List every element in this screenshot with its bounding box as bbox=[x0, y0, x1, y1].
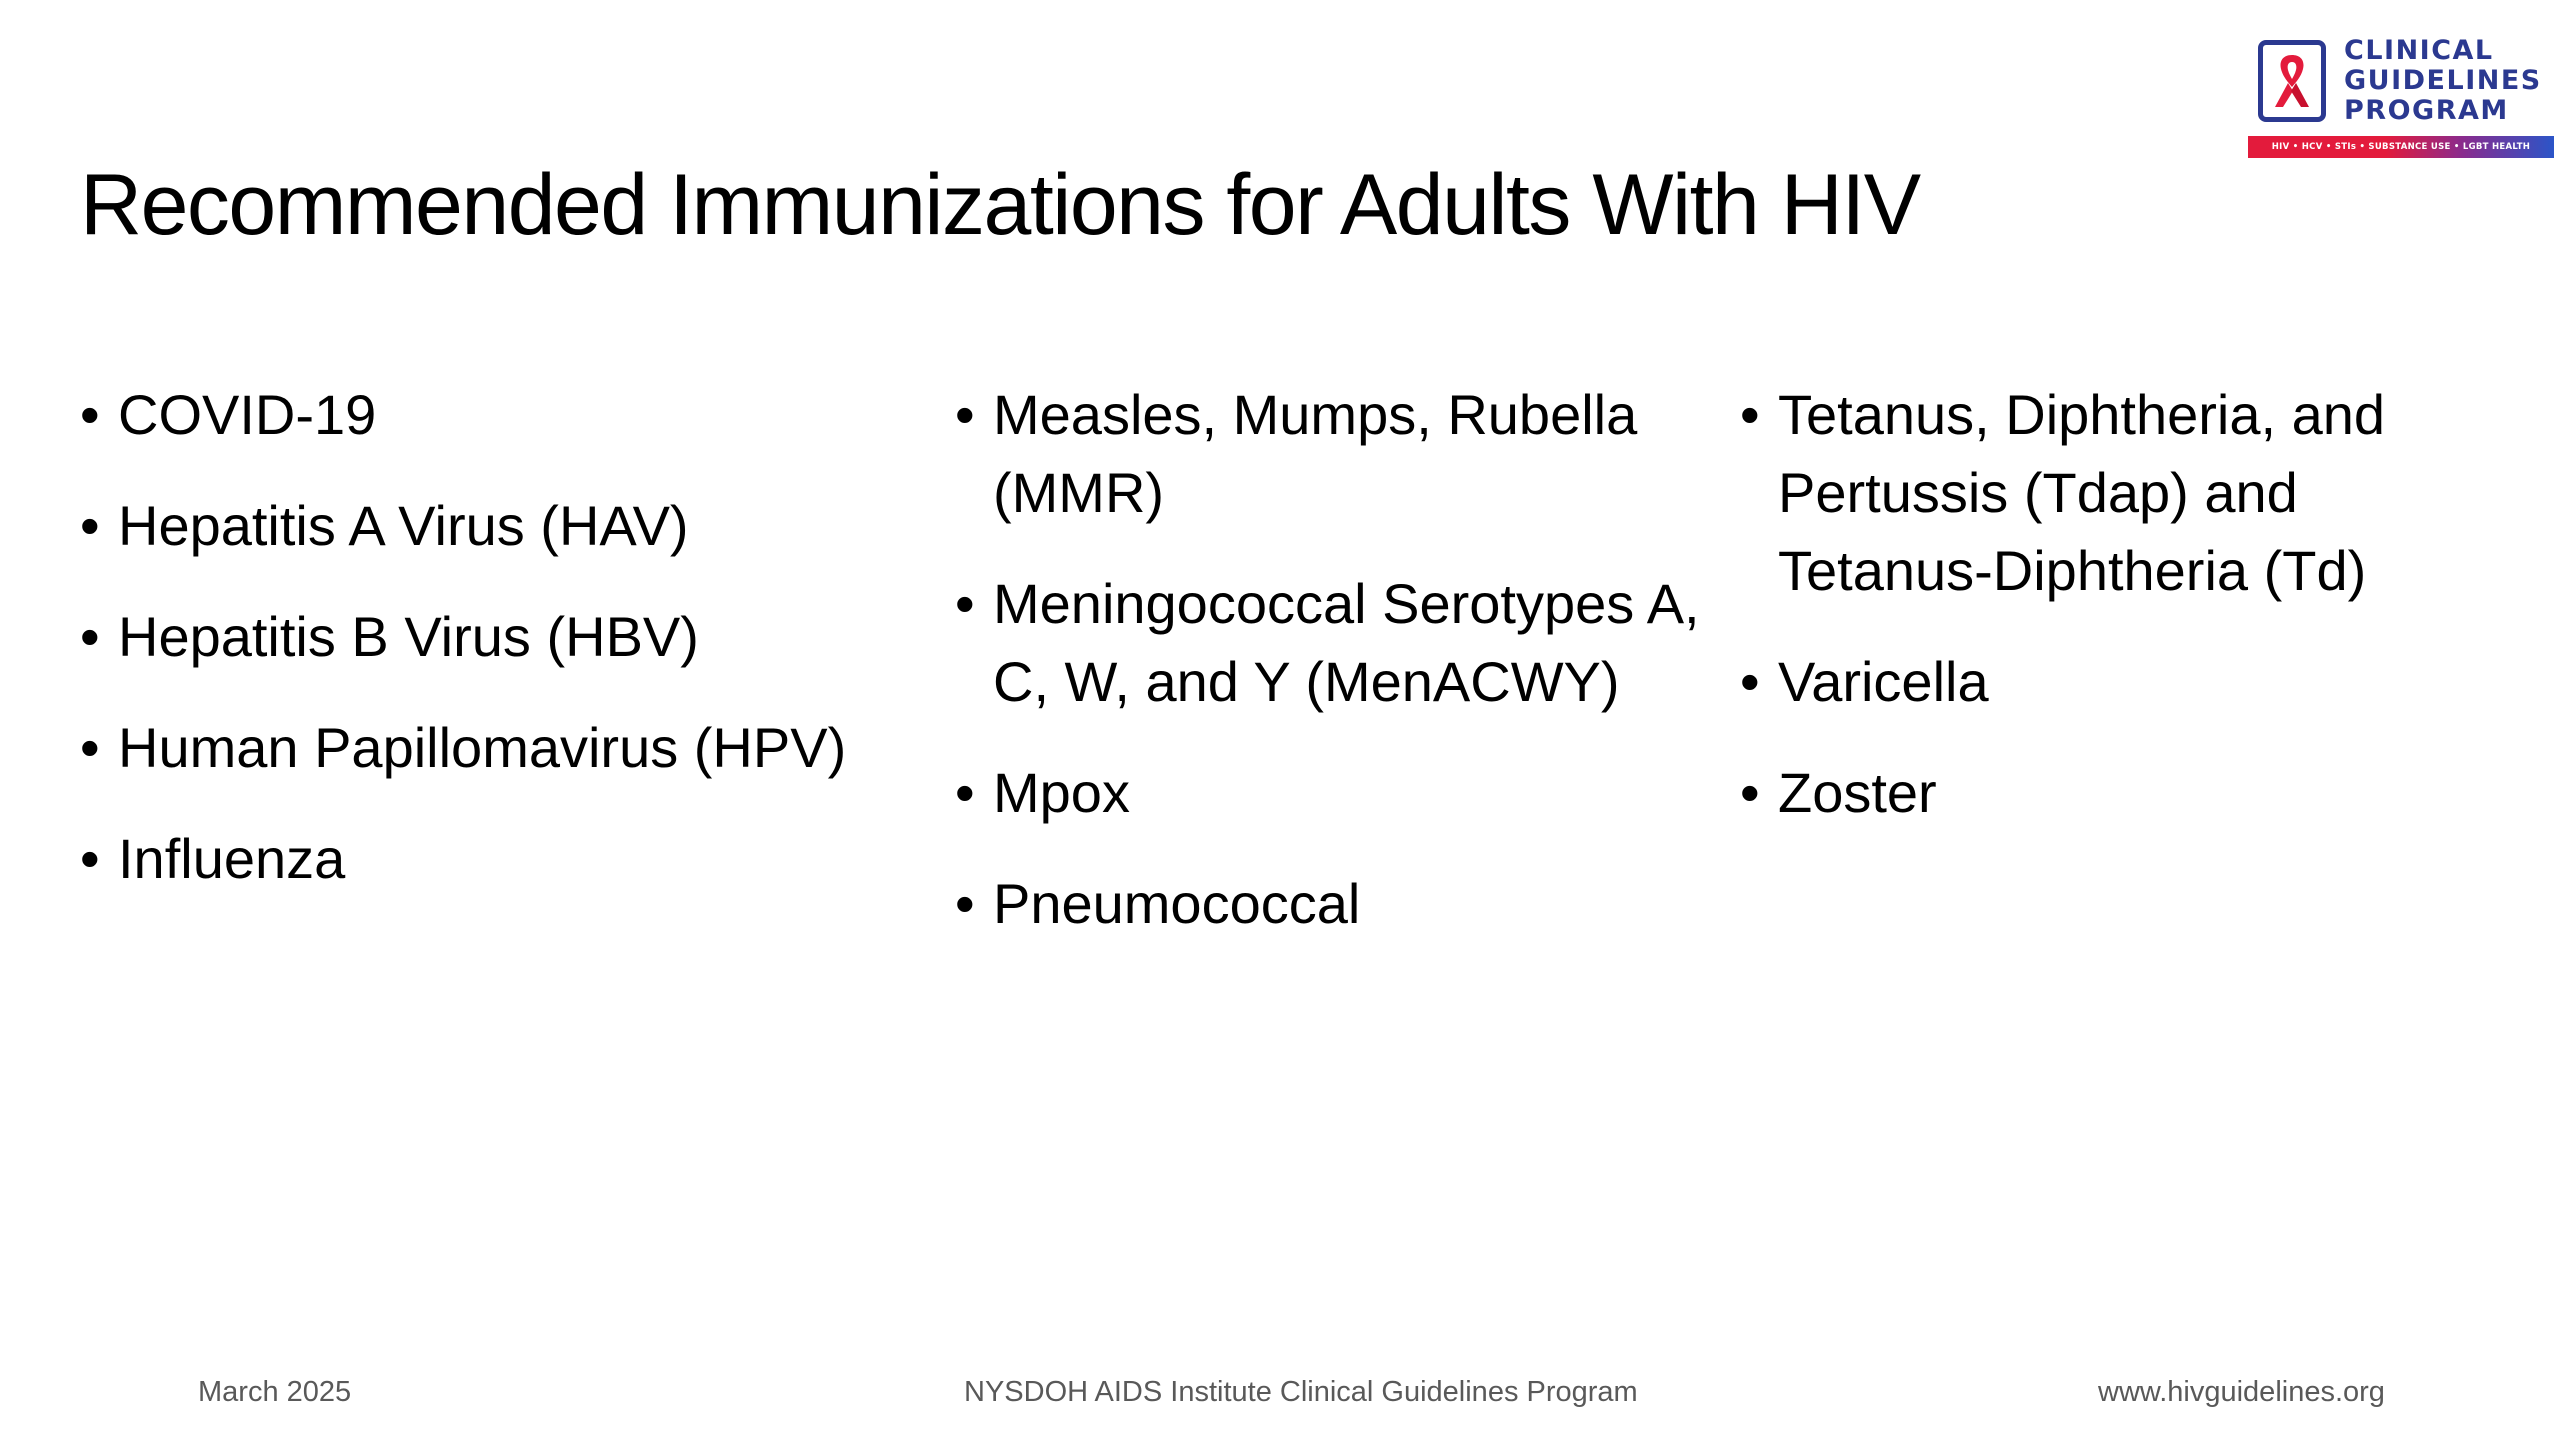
logo-tagline: HIV • HCV • STIs • SUBSTANCE USE • LGBT HEALTH bbox=[2248, 136, 2554, 158]
logo-line-2: GUIDELINES bbox=[2344, 65, 2542, 96]
footer-organization: NYSDOH AIDS Institute Clinical Guidelines Program bbox=[964, 1376, 1638, 1408]
list-item-text: Tetanus, Diphtheria, and Pertussis (Tdap) and Tetanus-Diphtheria (Td) bbox=[1778, 383, 2386, 602]
list-item-text: Zoster bbox=[1778, 761, 1937, 824]
logo-line-3: PROGRAM bbox=[2344, 95, 2509, 126]
list-item-text: Influenza bbox=[118, 827, 346, 890]
bullet: • bbox=[955, 383, 975, 446]
list-item-text: Mpox bbox=[993, 761, 1130, 824]
list-item-text: Hepatitis A Virus (HAV) bbox=[118, 494, 689, 557]
list-item bbox=[80, 376, 920, 454]
bullet: • bbox=[80, 716, 100, 779]
bullet: • bbox=[80, 605, 100, 668]
bullet: • bbox=[955, 872, 975, 935]
list-item-text: Measles, Mumps, Rubella (MMR) bbox=[993, 383, 1638, 524]
list-item bbox=[80, 487, 920, 565]
footer-website-link[interactable]: www.hivguidelines.org bbox=[2098, 1376, 2385, 1408]
bullet: • bbox=[955, 761, 975, 824]
list-item bbox=[1740, 376, 2520, 610]
immunization-list-column-3 bbox=[1740, 376, 2520, 865]
clinical-guidelines-program-logo bbox=[2246, 36, 2556, 164]
bullet: • bbox=[80, 494, 100, 557]
list-item bbox=[80, 598, 920, 676]
bullet: • bbox=[80, 383, 100, 446]
list-item-text: Pneumococcal bbox=[993, 872, 1361, 935]
slide-title: Recommended Immunizations for Adults With HIV bbox=[80, 157, 1920, 253]
list-item-text: Meningococcal Serotypes A, C, W, and Y (MenACWY) bbox=[993, 572, 1700, 713]
list-item bbox=[1740, 643, 2520, 721]
logo-ribbon-frame bbox=[2258, 40, 2326, 122]
list-item-text: Human Papillomavirus (HPV) bbox=[118, 716, 847, 779]
list-item bbox=[955, 565, 1715, 721]
bullet: • bbox=[80, 827, 100, 890]
bullet: • bbox=[1740, 761, 1760, 824]
logo-line-1: CLINICAL bbox=[2344, 35, 2494, 66]
logo-wordmark bbox=[2344, 36, 2554, 126]
list-item-text: COVID-19 bbox=[118, 383, 377, 446]
list-item bbox=[955, 376, 1715, 532]
bullet: • bbox=[1740, 650, 1760, 713]
immunization-list-column-2 bbox=[955, 376, 1715, 976]
list-item bbox=[955, 865, 1715, 943]
list-item bbox=[80, 820, 920, 898]
list-item-text: Varicella bbox=[1778, 650, 1989, 713]
list-item bbox=[80, 709, 920, 787]
footer-date: March 2025 bbox=[198, 1376, 352, 1408]
red-ribbon-icon bbox=[2269, 51, 2315, 113]
list-item bbox=[955, 754, 1715, 832]
list-item-text: Hepatitis B Virus (HBV) bbox=[118, 605, 699, 668]
bullet: • bbox=[955, 572, 975, 635]
list-item bbox=[1740, 754, 2520, 832]
bullet: • bbox=[1740, 383, 1760, 446]
immunization-list-column-1 bbox=[80, 376, 920, 931]
